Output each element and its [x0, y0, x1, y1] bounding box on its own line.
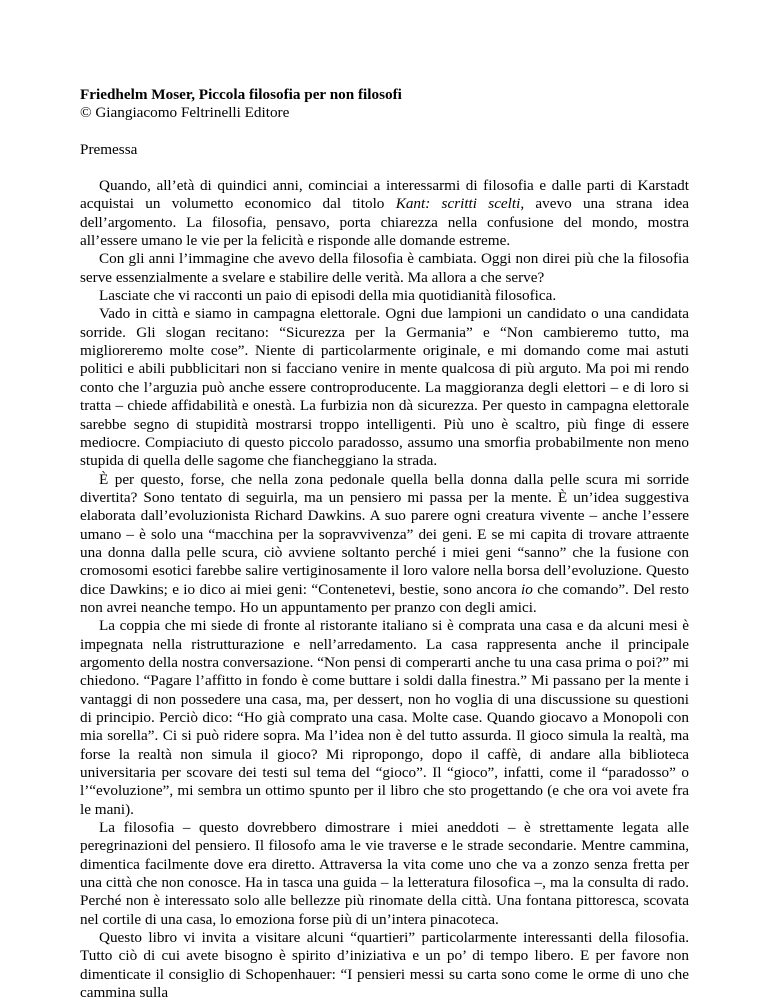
emphasis: io — [521, 580, 533, 598]
paragraph: Vado in città e siamo in campagna elettorale. Ogni due lampioni un candidato o una candidata sorride. Gli slogan recitano: “Sicurezza per la Germania” e “Non cambieremo tutto, ma miglioreremo molte cose”. Niente di particolarmente originale, e mi domando come mai astuti politici e abili pubblicitari non si facciano venire in mente qualcosa di più arguto. Ma poi mi rendo conto che l’arguzia può anche essere controproducente. La maggioranza degli elettori – e di loro si tratta – chiede affidabilità e onestà. La furbizia non dà sicurezza. Per questo in campagna elettorale sarebbe segno di stupidità mostrarsi troppo intelligenti. Più uno è scaltro, più finge di essere mediocre. Compiaciuto di questo piccolo paradosso, assumo una smorfia probabilmente non meno stupida di quella delle sagome che fiancheggiano la strada. — [80, 305, 689, 470]
book-title: Friedhelm Moser, Piccola filosofia per non filosofi — [80, 86, 402, 103]
book-reference: Kant: scritti scelti — [395, 195, 521, 213]
document-page — [80, 86, 689, 1003]
copyright-line: © Giangiacomo Feltrinelli Editore — [80, 104, 290, 122]
paragraph: La filosofia – questo dovrebbero dimostrare i miei aneddoti – è strettamente legata alle peregrinazioni del pensiero. Il filosofo ama le vie traverse e le strade secondarie. Mentre cammina, dimentica facilmente dove era diretto. Attraversa la vita come uno che va a zonzo senza fretta per una città che non conosce. Ha in tasca una guida – la letteratura filosofica –, ma la consulta di rado. Perché non è interessato solo alle bellezze più rinomate della città. Una fontana pittoresca, scovata nel cortile di una casa, lo emoziona forse più di un’intera pinacoteca. — [80, 819, 689, 928]
paragraph: Questo libro vi invita a visitare alcuni “quartieri” particolarmente interessanti della filosofia. Tutto ciò di cui avete bisogno è spirito d’iniziativa e un po’ di tempo libero. E per favore non dimenticate il consiglio di Schopenhauer: “I pensieri messi su carta sono come le orme di uno che cammina sulla — [80, 929, 689, 1002]
paragraph: La coppia che mi siede di fronte al ristorante italiano si è comprata una casa e da alcuni mesi è impegnata nella ristrutturazione e nell’arredamento. La casa rappresenta anche il principale argomento della nostra conversazione. “Non pensi di comperarti anche tu una casa prima o poi?” mi chiedono. “Pagare l’affitto in fondo è come buttare i soldi dalla finestra.” Mi passano per la mente i vantaggi di non possedere una casa, ma, per dessert, non ho voglia di una discussione su questioni di principio. Perciò dico: “Ho già comprato una casa. Molte case. Quando giocavo a Monopoli con mia sorella”. Ci si può ridere sopra. Ma l’idea non è del tutto assurda. Il gioco simula la realtà, ma forse la realtà non simula il gioco? Mi ripropongo, dopo il caffè, di andare alla biblioteca universitaria per scovare dei testi sul tema del “gioco”. Il “gioco”, infatti, come il “paradosso” o l’“evoluzione”, mi sembra un ottimo spunto per il libro che sto progettando (e che ora voi avete fra le mani). — [80, 617, 689, 818]
body-text — [80, 177, 689, 1002]
paragraph: È per questo, forse, che nella zona pedonale quella bella donna dalla pelle scura mi sorride divertita? Sono tentato di seguirla, ma un pensiero mi passa per la mente. È un’idea suggestiva elaborata dall’evoluzionista Richard Dawkins. A suo parere ogni creatura vivente – anche l’essere umano – è solo una “macchina per la sopravvivenza” dei geni. E se mi capita di trovare attraente una donna dalla pelle scura, ciò avviene soltanto perché i miei geni “sanno” che la fusione con cromosomi esotici farebbe salire vertiginosamente il loro valore nella borsa dell’evoluzione. Questo dice Dawkins; e io dico ai miei geni: “Contenetevi, bestie, sono ancora io che comando”. Del resto non avrei neanche tempo. Ho un appuntamento per pranzo con degli amici. — [80, 470, 690, 616]
paragraph: Quando, all’età di quindici anni, cominciai a interessarmi di filosofia e dalle parti di Karstadt acquistai un volumetto economico dal titolo Kant: scritti scelti, avevo una strana idea dell’argomento. La filosofia, pensavo, porta chiarezza nella confusione del mondo, mostra all’essere umano le vie per la felicità e risponde alle domande estreme. — [80, 177, 690, 250]
paragraph: Lasciate che vi racconti un paio di episodi della mia quotidianità filosofica. — [99, 287, 557, 305]
paragraph: Con gli anni l’immagine che avevo della filosofia è cambiata. Oggi non direi più che la filosofia serve essenzialmente a svelare e stabilire delle verità. Ma allora a che serve? — [80, 250, 689, 286]
section-title: Premessa — [80, 140, 138, 158]
